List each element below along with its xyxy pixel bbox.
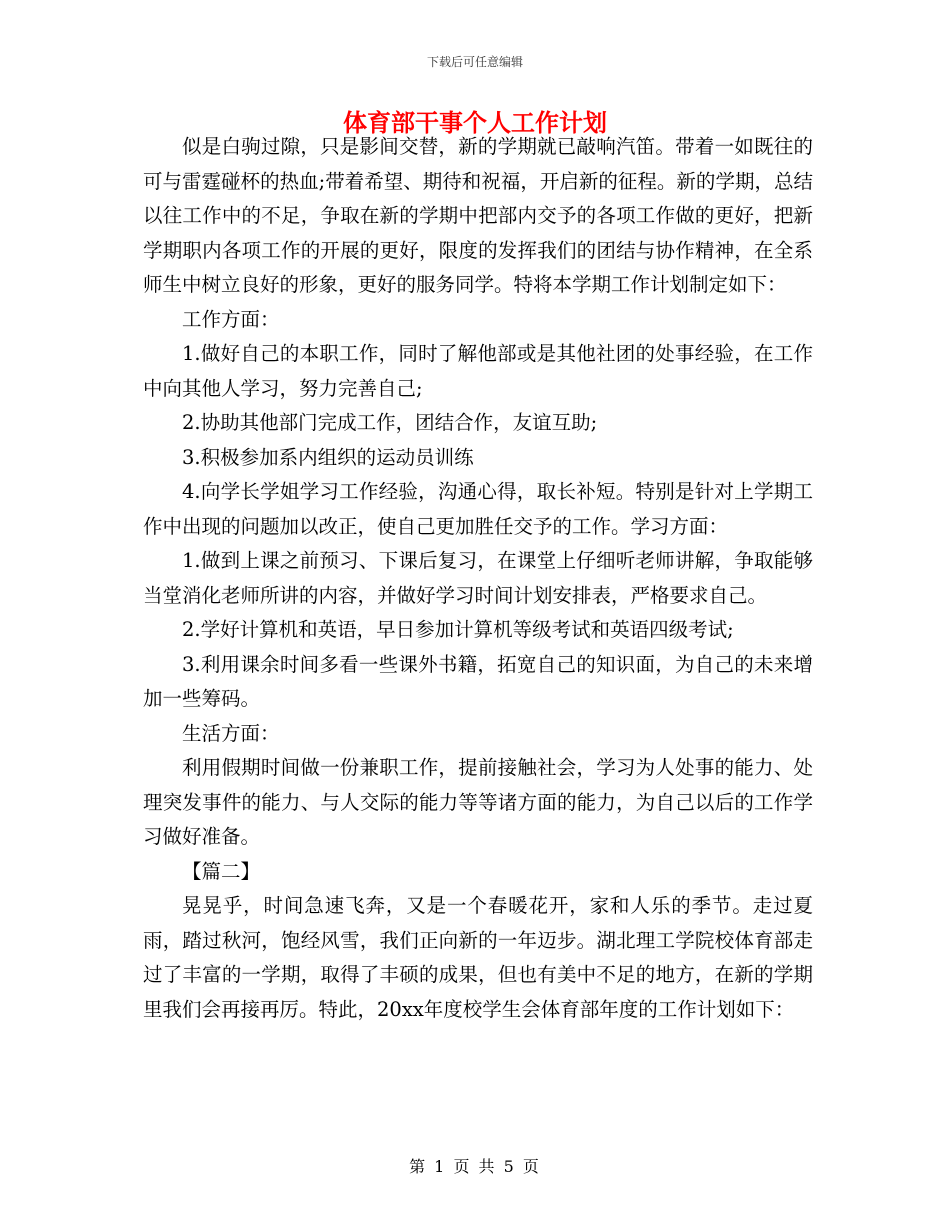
download-note: 下载后可任意编辑 [426, 55, 523, 69]
document-body [143, 130, 813, 1027]
list-item: 2.协助其他部门完成工作，团结合作，友谊互助; [182, 411, 598, 434]
list-item: 3.积极参加系内组织的运动员训练 [182, 445, 474, 469]
list-item: 1.做到上课之前预习、下课后复习，在课堂上仔细听老师讲解，争取能够当堂消化老师所讲的内容，并做好学习时间计划安排表，严格要求自己。 [143, 549, 813, 607]
paragraph-part-two: 晃晃乎，时间急速飞奔，又是一个春暖花开，家和人乐的季节。走过夏雨，踏过秋河，饱经风雪，我们正向新的一年迈步。湖北理工学院校体育部走过了丰富的一学期，取得了丰硕的成果，但也有美中不足的地方，在新的学期里我们会再接再厉。特此，20xx年度校学生会体育部年度的工作计划如下： [143, 894, 813, 1021]
document-title: 体育部干事个人工作计划 [343, 108, 607, 137]
section-heading-work: 工作方面： [182, 307, 280, 331]
paragraph-life: 利用假期时间做一份兼职工作，提前接触社会，学习为人处事的能力、处理突发事件的能力、与人交际的能力等等诸方面的能力，为自己以后的工作学习做好准备。 [143, 756, 813, 848]
paragraph-intro: 似是白驹过隙，只是影间交替，新的学期就已敲响汽笛。带着一如既往的可与雷霆碰杯的热血;带着希望、期待和祝福，开启新的征程。新的学期，总结以往工作中的不足，争取在新的学期中把部内交予的各项工作做的更好，把新学期职内各项工作的开展的更好，限度的发挥我们的团结与协作精神，在全系师生中树立良好的形象，更好的服务同学。特将本学期工作计划制定如下： [143, 135, 813, 296]
section-heading-life: 生活方面： [182, 721, 280, 745]
section-marker: 【篇二】 [182, 859, 261, 883]
list-item: 2.学好计算机和英语，早日参加计算机等级考试和英语四级考试; [182, 618, 734, 641]
list-item: 1.做好自己的本职工作，同时了解他部或是其他社团的处事经验，在工作中向其他人学习，努力完善自己; [143, 342, 813, 400]
list-item: 4.向学长学姐学习工作经验，沟通心得，取长补短。特别是针对上学期工作中出现的问题加以改正，使自己更加胜任交予的工作。学习方面： [143, 480, 813, 538]
list-item: 3.利用课余时间多看一些课外书籍，拓宽自己的知识面，为自己的未来增加一些筹码。 [143, 652, 813, 710]
page-number: 第 1 页 共 5 页 [409, 1157, 541, 1176]
